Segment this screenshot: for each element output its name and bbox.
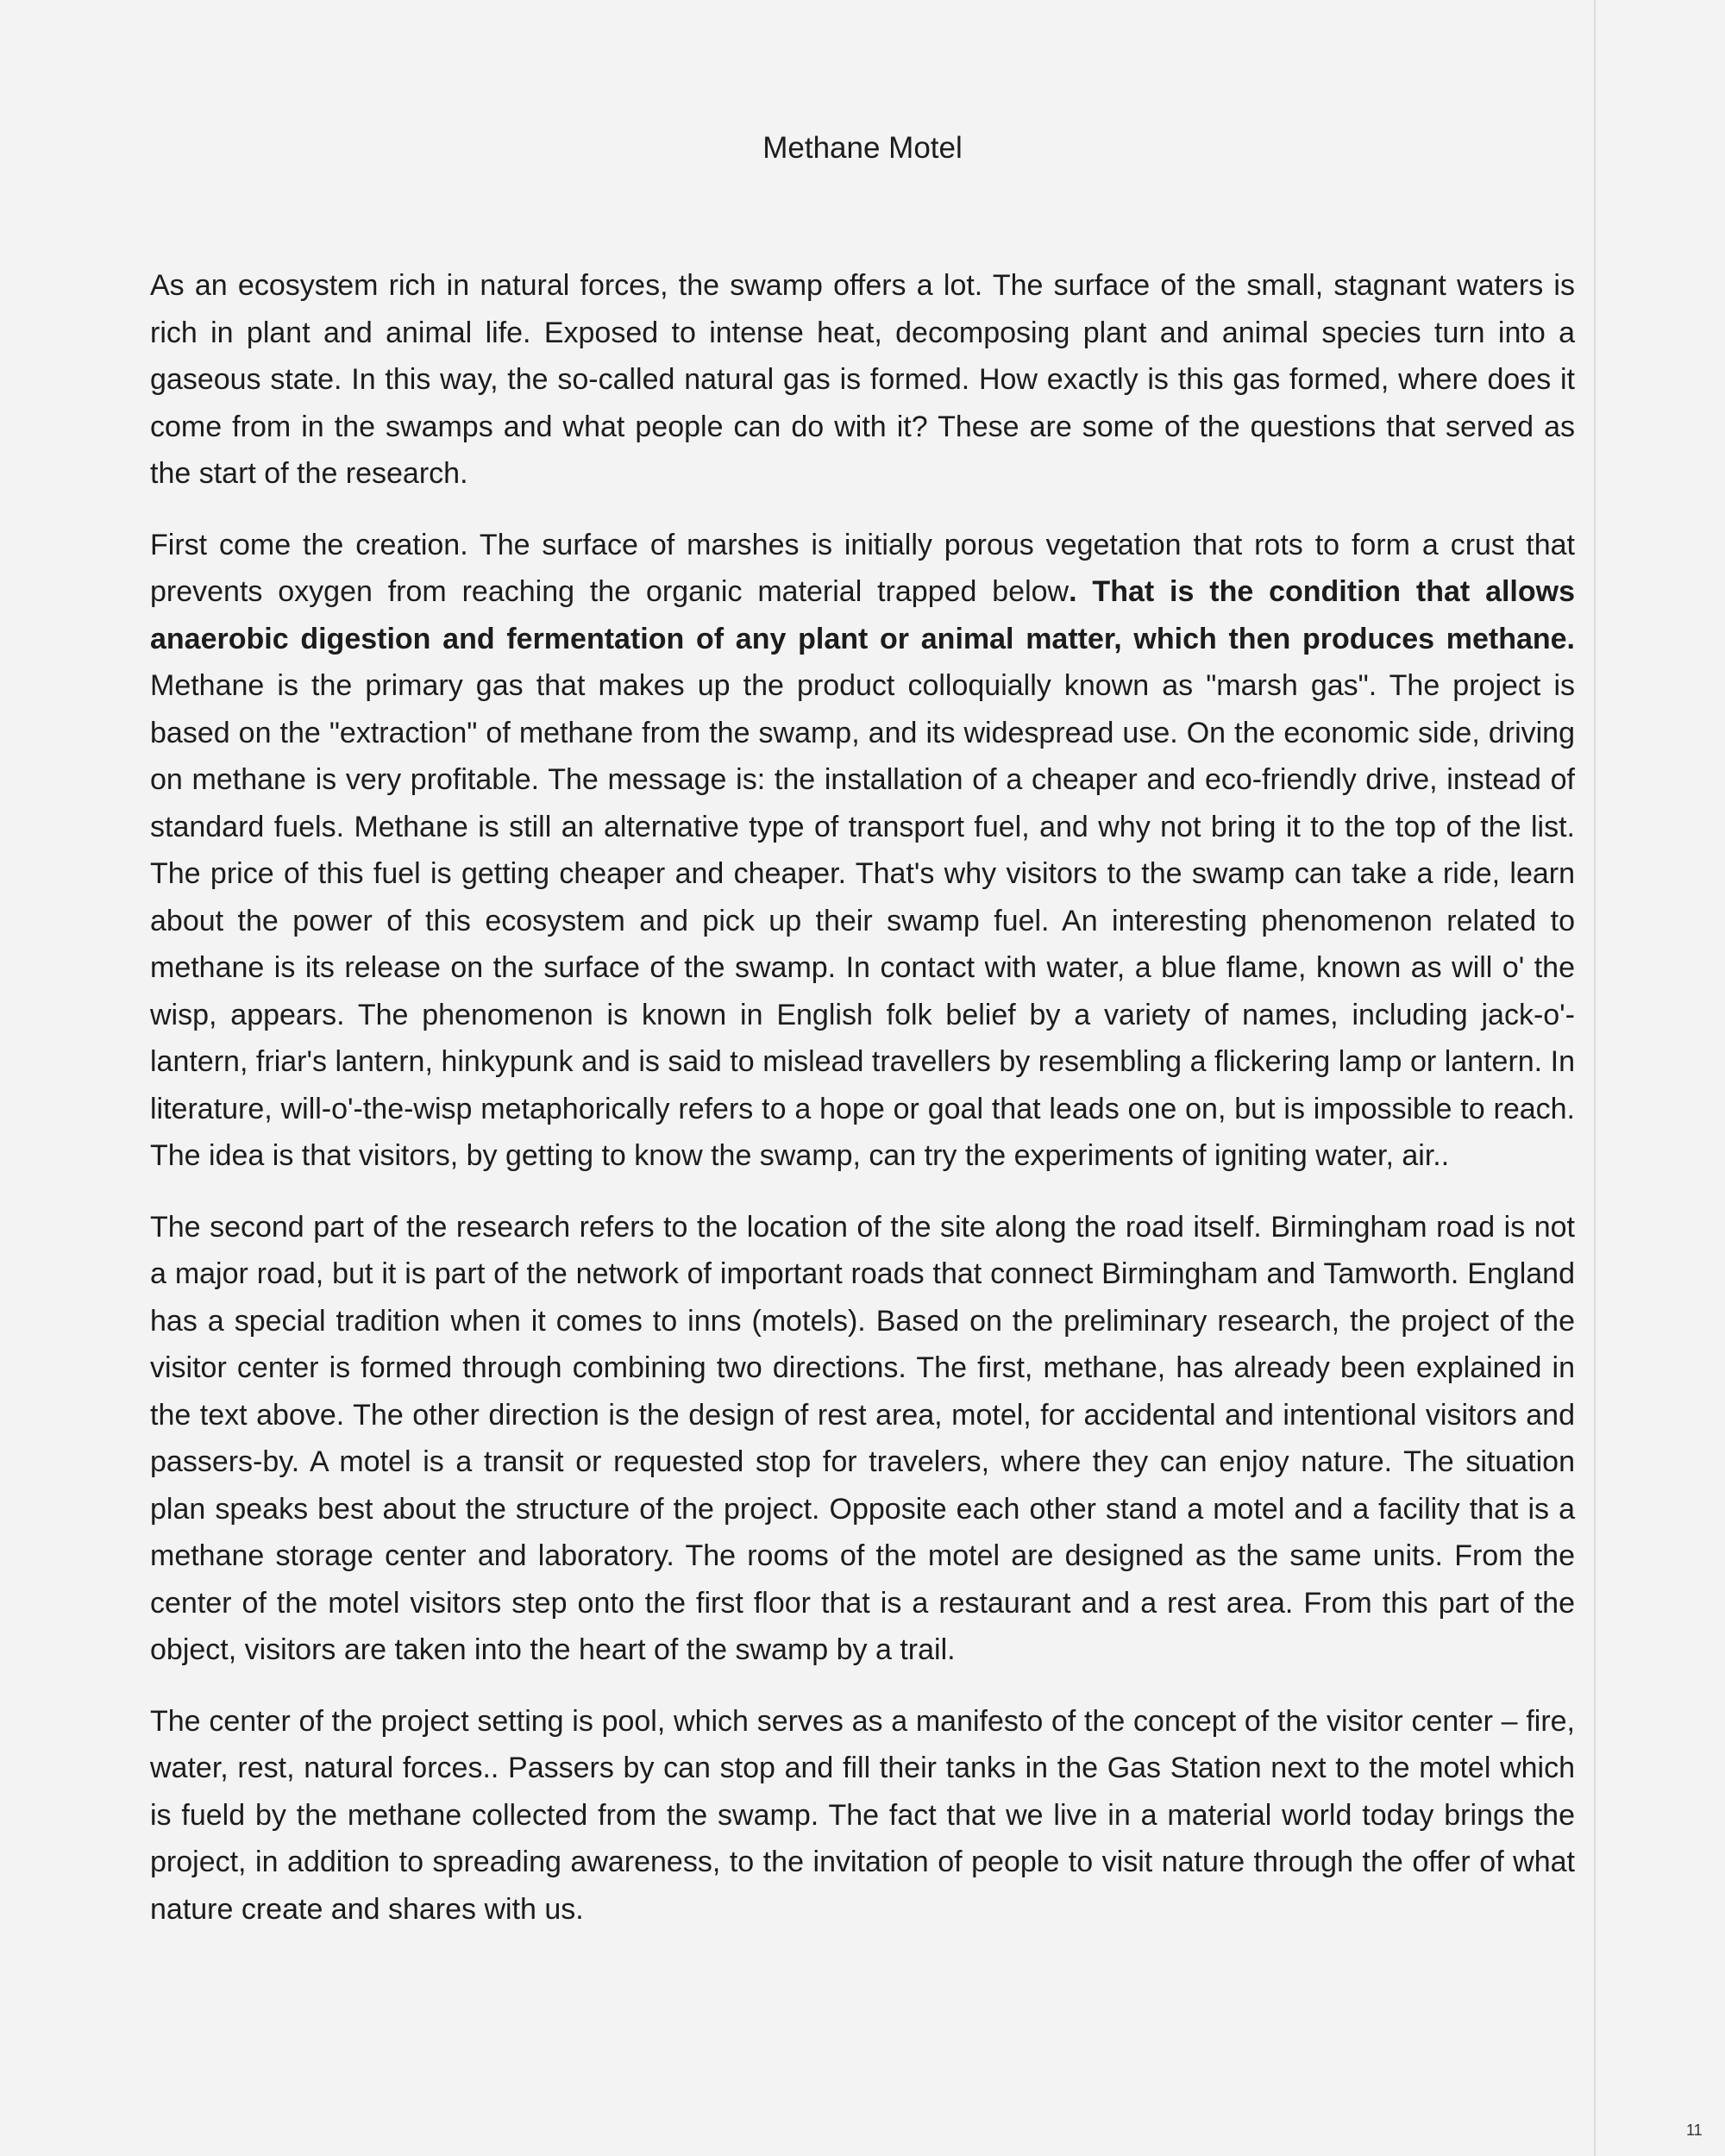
page-title: Methane Motel [762,131,963,165]
page-edge-line [1594,0,1596,2156]
paragraph-creation-start: First come the creation. The surface of marshes is initially porous vegetation that rots to form a crust that prevents oxygen from reaching the organic material trapped below [150,528,1575,608]
body-text [150,262,1575,1957]
paragraph-creation [150,522,1575,1180]
paragraph-intro: As an ecosystem rich in natural forces, the swamp offers a lot. The surface of the small, stagnant waters is rich in plant and animal life. Exposed to intense heat, decomposing plant and animal species turn into a gaseous state. In this way, the so-called natural gas is formed. How exactly is this gas formed, where does it come from in the swamps and what people can do with it? These are some of the questions that served as the start of the research. [150,269,1575,490]
paragraph-creation-bold: . That is the condition that allows anaerobic digestion and fermentation of any plant or animal matter, which then produces methane. [150,575,1576,655]
paragraph-center: The center of the project setting is pool, which serves as a manifesto of the concept of the visitor center – fire, water, rest, natural forces.. Passers by can stop and fill their tanks in the Gas Station next to the motel which is fueld by the methane collected from the swamp. The fact that we live in a material world today brings the project, in addition to spreading awareness, to the invitation of people to visit nature through the offer of what nature create and shares with us. [150,1704,1575,1926]
paragraph-creation-end: Methane is the primary gas that makes up the product colloquially known as "marsh gas". The project is based on the "extraction" of methane from the swamp, and its widespread use. On the economic side, driving on methane is very profitable. The message is: the installation of a cheaper and eco-friendly drive, instead of standard fuels. Methane is still an alternative type of transport fuel, and why not bring it to the top of the list. The price of this fuel is getting cheaper and cheaper. That's why visitors to the swamp can take a ride, learn about the power of this ecosystem and pick up their swamp fuel. An interesting phenomenon related to methane is its release on the surface of the swamp. In contact with water, a blue flame, known as will o' the wisp, appears. The phenomenon is known in English folk belief by a variety of names, including jack-o'-lantern, friar's lantern, hinkypunk and is said to mislead travellers by resembling a flickering lamp or lantern. In literature, will-o'-the-wisp metaphorically refers to a hope or goal that leads one on, but is impossible to reach. The idea is that visitors, by getting to know the swamp, can try the experiments of igniting water, air.. [150,669,1575,1172]
paragraph-location: The second part of the research refers to the location of the site along the road itself. Birmingham road is not a major road, but it is part of the network of important roads that connect Birmingham and Tamworth. England has a special tradition when it comes to inns (motels). Based on the preliminary research, the project of the visitor center is formed through combining two directions. The first, methane, has already been explained in the text above. The other direction is the design of rest area, motel, for accidental and intentional visitors and passers-by. A motel is a transit or requested stop for travelers, where they can enjoy nature. The situation plan speaks best about the structure of the project. Opposite each other stand a motel and a facility that is a methane storage center and laboratory. The rooms of the motel are designed as the same units. From the center of the motel visitors step onto the first floor that is a restaurant and a rest area. From this part of the object, visitors are taken into the heart of the swamp by a trail. [150,1210,1575,1666]
page-number: 11 [1686,2122,1703,2139]
